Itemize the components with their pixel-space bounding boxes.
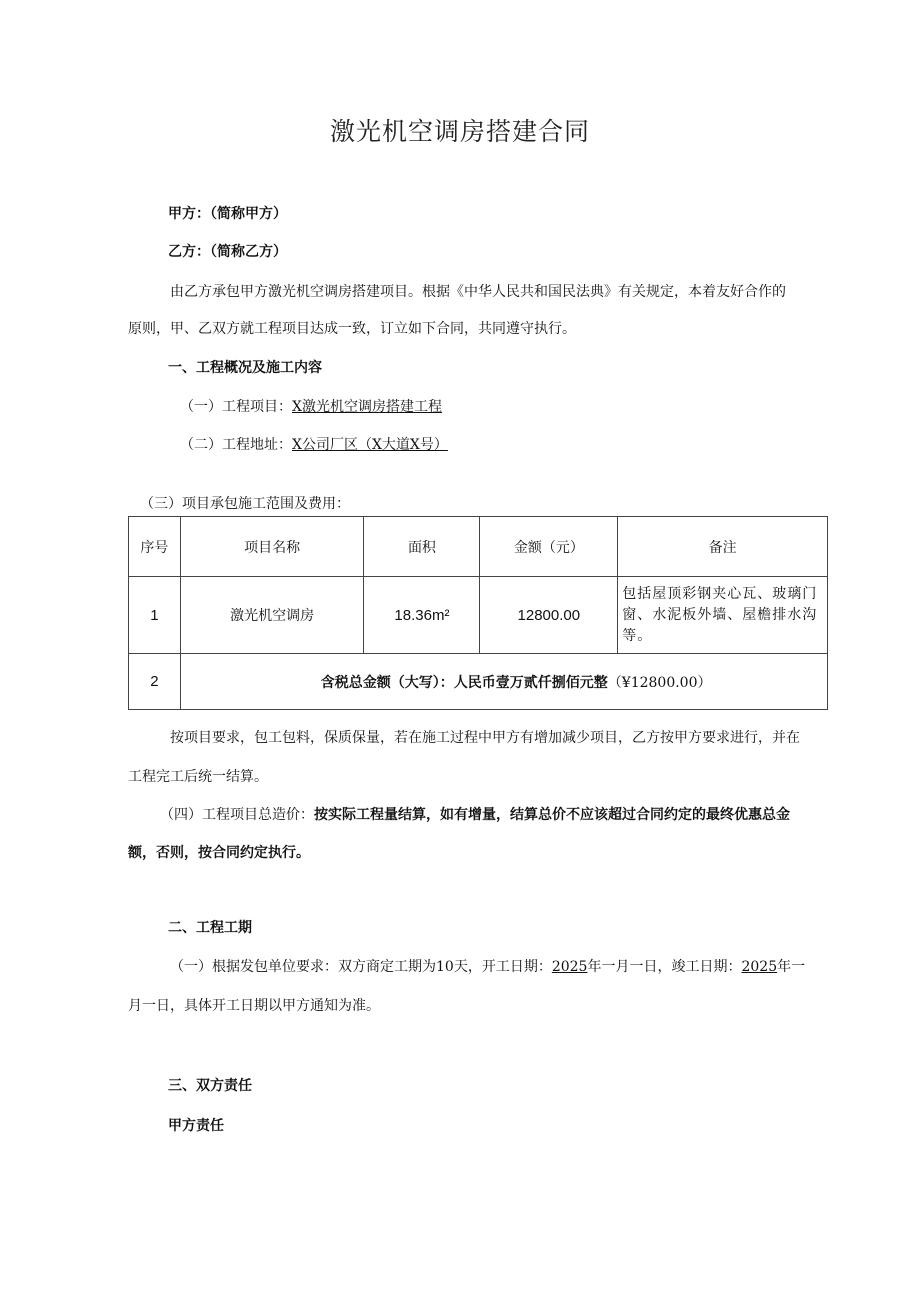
cost-table [128, 516, 828, 710]
table-header-row [129, 517, 828, 577]
intro-line-2: 原则，甲、乙双方就工程项目达成一致，订立如下合同，共同遵守执行。 [128, 321, 576, 337]
header-no: 序号 [129, 517, 181, 577]
total-number: （¥12800.00） [607, 674, 712, 691]
row2-no: 2 [129, 654, 181, 710]
end-year: 2025 [741, 959, 778, 975]
total-value: 人民币壹万贰仟捌佰元整 [453, 674, 608, 691]
row1-area: 18.36m² [364, 577, 480, 654]
address-value: X公司厂区（X大道X号） [292, 437, 448, 453]
project-value: X激光机空调房搭建工程 [292, 399, 442, 415]
party-b: 乙方：（简称乙方） [168, 244, 287, 260]
project-item [180, 396, 442, 416]
row1-remark: 包括屋顶彩钢夹心瓦、玻璃门窗、水泥板外墙、屋檐排水沟等。 [618, 577, 828, 654]
header-area: 面积 [364, 517, 480, 577]
schedule-text-a: （一）根据发包单位要求：双方商定工期为10天，开工日期： [170, 959, 552, 975]
note-line-2: 工程完工后统一结算。 [128, 769, 268, 785]
section3-heading: 三、双方责任 [168, 1078, 252, 1094]
header-amount: 金额（元） [480, 517, 618, 577]
price-label: （四）工程项目总造价： [160, 807, 314, 823]
party-a-duties: 甲方责任 [168, 1118, 224, 1134]
total-label: 含税总金额（大写）： [320, 674, 454, 691]
row1-no: 1 [129, 577, 181, 654]
address-label: （二）工程地址： [180, 437, 292, 453]
header-name: 项目名称 [180, 517, 364, 577]
schedule-line-2: 月一日，具体开工日期以甲方通知为准。 [128, 998, 380, 1014]
schedule-text-b: 年一月一日，竣工日期： [587, 959, 742, 975]
schedule-line-1 [170, 956, 805, 976]
row1-name: 激光机空调房 [180, 577, 364, 654]
intro-line-1: 由乙方承包甲方激光机空调房搭建项目。根据《中华人民共和国民法典》有关规定，本着友好合作的 [170, 284, 786, 300]
row1-amount: 12800.00 [480, 577, 618, 654]
row2-total [180, 654, 827, 710]
section2-heading: 二、工程工期 [168, 920, 252, 936]
header-remark: 备注 [618, 517, 828, 577]
section1-heading: 一、工程概况及施工内容 [168, 360, 322, 376]
price-bold-2: 额，否则，按合同约定执行。 [128, 845, 310, 861]
page-title: 激光机空调房搭建合同 [329, 117, 590, 146]
scope-label: （三）项目承包施工范围及费用： [140, 496, 350, 512]
schedule-text-c: 年一 [777, 959, 806, 975]
start-year: 2025 [551, 959, 588, 975]
note-line-1: 按项目要求，包工包料，保质保量，若在施工过程中甲方有增加减少项目，乙方按甲方要求进行，并在 [170, 730, 800, 746]
project-label: （一）工程项目： [180, 399, 292, 415]
table-total-row [129, 654, 828, 710]
address-item [180, 434, 448, 454]
table-row [129, 577, 828, 654]
party-a: 甲方：（简称甲方） [168, 206, 287, 222]
price-bold-1: 按实际工程量结算，如有增量，结算总价不应该超过合同约定的最终优惠总金 [314, 807, 790, 823]
price-line-1 [160, 804, 790, 824]
